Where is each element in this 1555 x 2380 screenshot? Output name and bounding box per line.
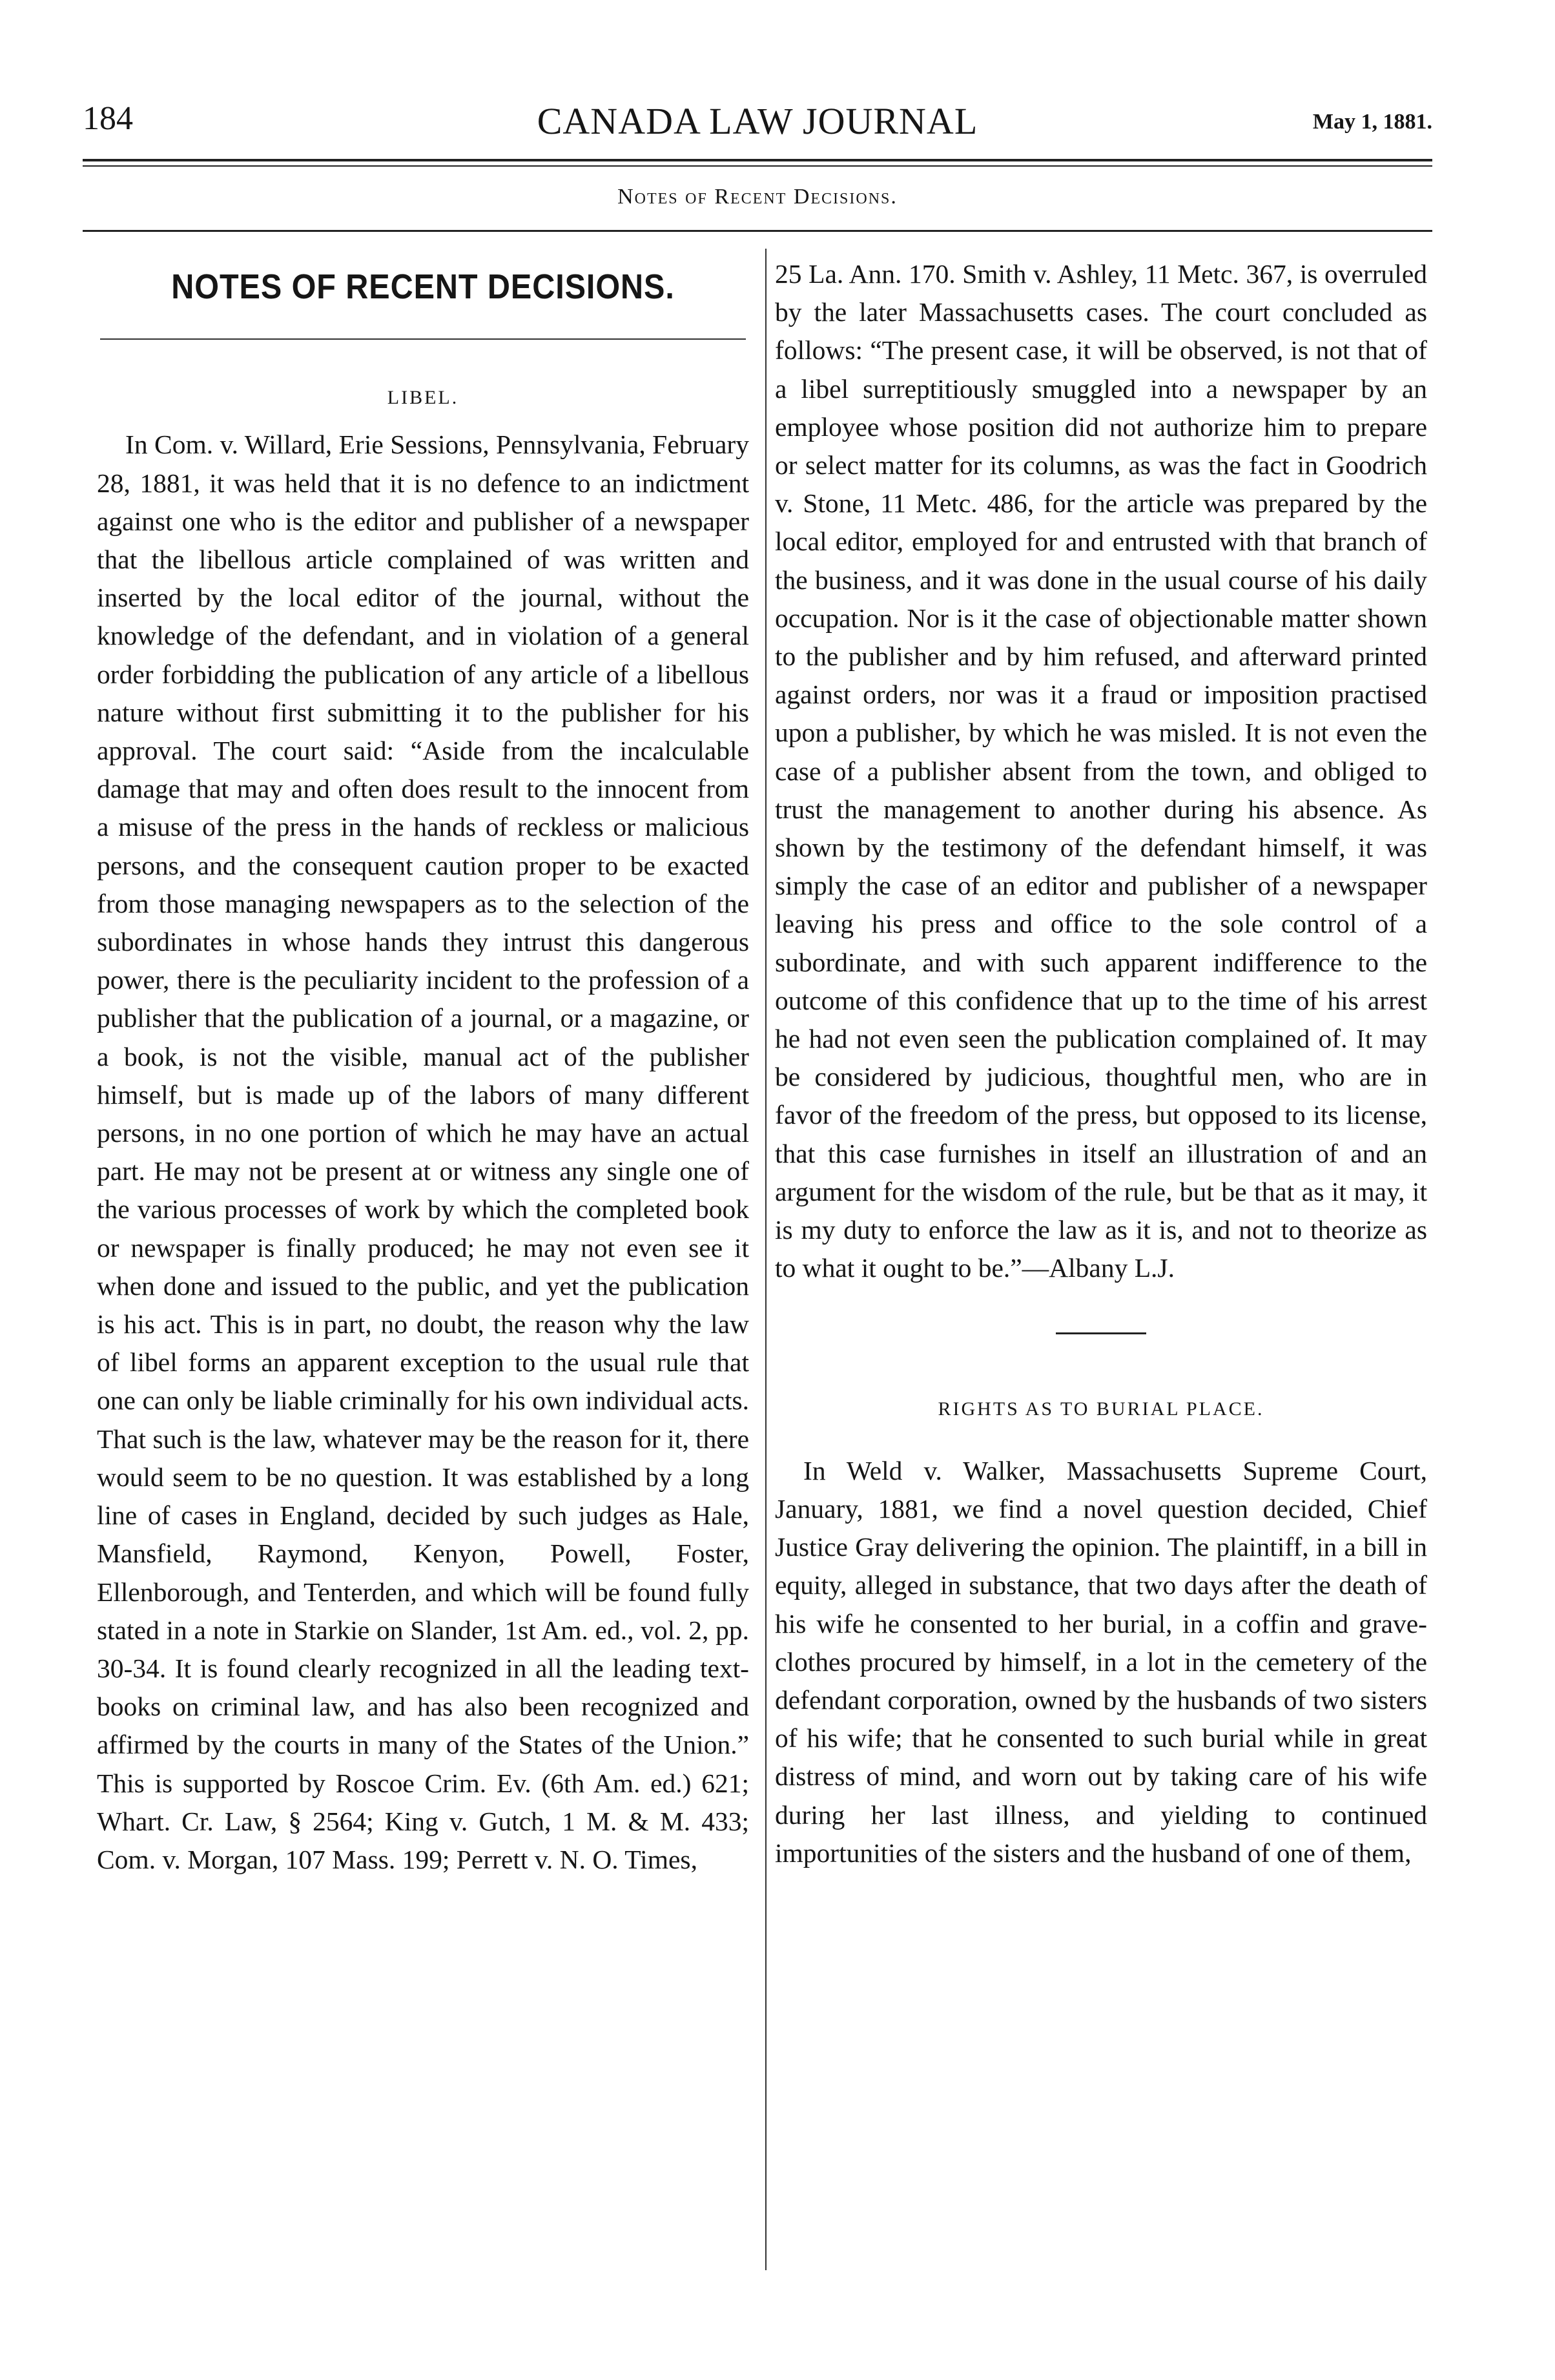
main-heading: NOTES OF RECENT DECISIONS.: [171, 267, 675, 306]
left-column: [97, 255, 749, 1879]
header-double-rule: [83, 159, 1432, 167]
column-divider: [765, 249, 767, 2270]
burial-paragraph: In Weld v. Walker, Massachusetts Supreme Court, January, 1881, we find a novel question decided, Chief Justice Gray delivering the opinion. The plaintiff, in a bill in equity, alleged in substance, that two days after the death of his wife he consented to her burial, in a coffin and grave-clothes procured by himself, in a lot in the cemetery of the defendant corporation, owned by the husbands of two sisters of his wife; that he consented to such burial while in great distress of mind, and worn out by taking care of his wife during her last illness, and yielding to continued importunities of the sisters and the husband of one of them,: [775, 1455, 1427, 1868]
right-column: [775, 255, 1427, 1872]
libel-paragraph: In Com. v. Willard, Erie Sessions, Pennsylvania, February 28, 1881, it was held that it is no defence to an indictment against one who is the editor and publisher of a newspaper that the libellous article complained of was written and inserted by the local editor of the journal, without the knowledge of the defendant, and in violation of a general order forbidding the publication of any article of a libellous nature without first submitting it to the publisher for his approval. The court said: “Aside from the incalculable damage that may and often does result to the innocent from a misuse of the press in the hands of reckless or malicious persons, and the consequent caution proper to be exacted from those managing newspapers as to the selection of the subordinates in whose hands they intrust this dangerous power, there is the peculiarity incident to the profession of a publisher that the publication of a journal, or a magazine, or a book, is not the visible, manual act of the publisher himself, but is made up of the labors of many different persons, in no one portion of which he may have an actual part. He may not be present at or witness any single one of the various processes of work by which the completed book or newspaper is finally produced; he may not even see it when done and issued to the public, and yet the publication is his act. This is in part, no doubt, the reason why the law of libel forms an apparent exception to the usual rule that one can only be liable criminally for his own individual acts. That such is the law, whatever may be the reason for it, there would seem to be no question. It was established by a long line of cases in England, decided by such judges as Hale, Mansfield, Raymond, Kenyon, Powell, Foster, Ellenborough, and Tenterden, and which will be found fully stated in a note in Starkie on Slander, 1st Am. ed., vol. 2, pp. 30-34. It is found clearly recognized in all the leading text-books on criminal law, and has also been recognized and affirmed by the courts in many of the States of the Union.” This is supported by Roscoe Crim. Ev. (6th Am. ed.) 621; Whart. Cr. Law, § 2564; King v. Gutch, 1 M. & M. 433; Com. v. Morgan, 107 Mass. 199; Perrett v. N. O. Times,: [97, 429, 749, 1874]
section-heading-libel: LIBEL.: [387, 387, 459, 409]
journal-title: CANADA LAW JOURNAL: [537, 100, 978, 142]
running-head-rule: [83, 230, 1432, 232]
issue-date: May 1, 1881.: [1312, 110, 1432, 134]
section-separator-rule: [1056, 1332, 1146, 1334]
page-number: 184: [83, 100, 133, 137]
heading-rule: [100, 338, 746, 340]
running-head: Notes of Recent Decisions.: [617, 185, 898, 209]
section-heading-burial: RIGHTS AS TO BURIAL PLACE.: [938, 1398, 1264, 1420]
libel-continuation: 25 La. Ann. 170. Smith v. Ashley, 11 Metc. 367, is overruled by the later Massachusetts cases. The court concluded as follows: “The present case, it will be observed, is not that of a libel surreptitiously smuggled into a newspaper by an employee whose position did not authorize him to prepare or select matter for its columns, as was the fact in Goodrich v. Stone, 11 Metc. 486, for the article was prepared by the local editor, employed for and entrusted with that branch of the business, and it was done in the usual course of his daily occupation. Nor is it the case of objectionable matter shown to the publisher and by him refused, and afterward printed against orders, nor was it a fraud or imposition practised upon a publisher, by which he was misled. It is not even the case of a publisher absent from the town, and obliged to trust the management to another during his absence. As shown by the testimony of the defendant himself, it was simply the case of an editor and publisher of a newspaper leaving his press and office to the sole control of a subordinate, and with such apparent indifference to the outcome of this confidence that up to the time of his arrest he had not even seen the publication complained of. It may be considered by judicious, thoughtful men, who are in favor of the freedom of the press, but opposed to its license, that this case furnishes in itself an illustration of and an argument for the wisdom of the rule, but be that as it may, it is my duty to enforce the law as it is, and not to theorize as to what it ought to be.”—Albany L.J.: [775, 259, 1427, 1283]
page-header: [83, 97, 1432, 155]
